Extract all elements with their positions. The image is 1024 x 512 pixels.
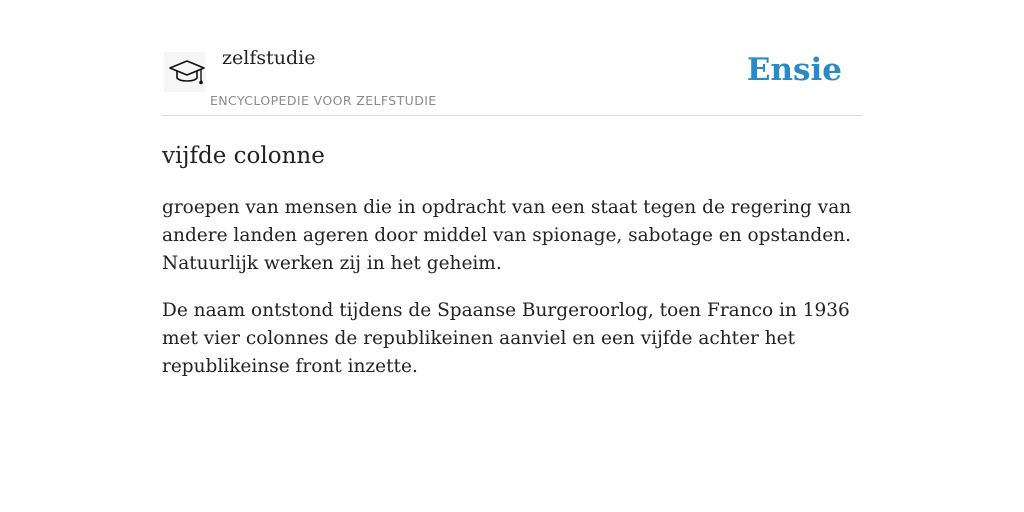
site-name-link[interactable]: zelfstudie: [222, 47, 316, 69]
ensie-brand-link[interactable]: Ensie: [746, 52, 842, 88]
entry-paragraph-2: De naam ontstond tijdens de Spaanse Burgeroorlog, toen Franco in 1936 met vier colonnes de republikeinen aanviel en een vijfde achter het republikeinse front inzette.: [162, 300, 850, 377]
graduation-cap-icon: [168, 58, 206, 88]
site-header: [162, 0, 862, 116]
logo-link[interactable]: [164, 52, 206, 92]
page: [162, 0, 862, 381]
site-tagline: ENCYCLOPEDIE VOOR ZELFSTUDIE: [210, 93, 437, 108]
entry-title: vijfde colonne: [162, 143, 325, 169]
entry-paragraph-1: groepen van mensen die in opdracht van een staat tegen de regering van andere landen ageren door middel van spionage, sabotage en opstanden. Natuurlijk werken zij in het geheim.: [162, 197, 852, 274]
